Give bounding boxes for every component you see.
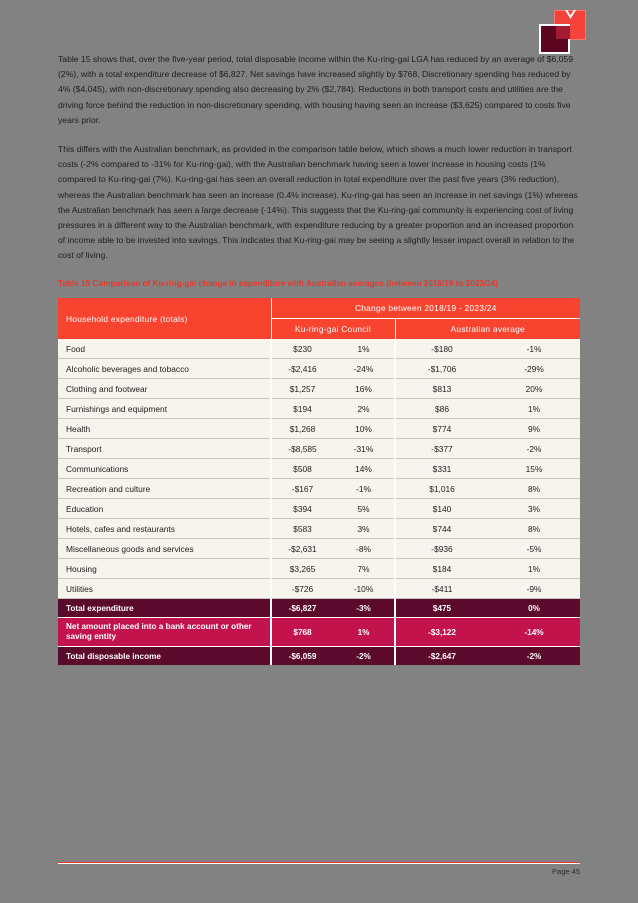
table-cell-aus-percent: 20% xyxy=(488,379,580,399)
table-cell-krg-amount: $1,257 xyxy=(271,379,333,399)
table-cell-krg-percent: -1% xyxy=(333,479,395,499)
table-cell-category: Furnishings and equipment xyxy=(58,399,271,419)
table-cell-category: Health xyxy=(58,419,271,439)
table-cell-aus-amount: $744 xyxy=(395,519,488,539)
table-cell-aus-percent: 9% xyxy=(488,419,580,439)
table-cell-aus-percent: 8% xyxy=(488,479,580,499)
table-row xyxy=(58,559,580,579)
table-row xyxy=(58,419,580,439)
table-cell-krg-percent: -24% xyxy=(333,359,395,379)
table-cell-krg-percent: 16% xyxy=(333,379,395,399)
table-row xyxy=(58,439,580,459)
table-cell-category: Recreation and culture xyxy=(58,479,271,499)
table-cell-aus-amount: $331 xyxy=(395,459,488,479)
table-body xyxy=(58,339,580,665)
table-cell-category: Utilities xyxy=(58,579,271,599)
table-cell-aus-percent: -1% xyxy=(488,339,580,359)
header-change-period: Change between 2018/19 - 2023/24 xyxy=(271,298,580,319)
table-cell-category: Food xyxy=(58,339,271,359)
table-summary-row xyxy=(58,599,580,618)
table-cell-krg-percent: 1% xyxy=(333,339,395,359)
table-cell-krg-amount: -$6,827 xyxy=(271,599,333,618)
logo-chevron-icon xyxy=(565,10,576,19)
table-cell-aus-amount: -$180 xyxy=(395,339,488,359)
table-cell-aus-amount: -$2,647 xyxy=(395,647,488,666)
table-caption: Table 15 Comparison of Ku-ring-gai change in expenditure with Australian averages (between 2018/19 to 2023/24) xyxy=(58,278,498,288)
table-cell-aus-amount: $86 xyxy=(395,399,488,419)
table-cell-aus-amount: -$411 xyxy=(395,579,488,599)
table-cell-krg-amount: $583 xyxy=(271,519,333,539)
table-header-row-group xyxy=(58,298,580,319)
table-cell-aus-percent: 1% xyxy=(488,399,580,419)
table-cell-krg-percent: 3% xyxy=(333,519,395,539)
page-content xyxy=(58,52,580,665)
table-cell-krg-amount: $768 xyxy=(271,618,333,647)
table-cell-category: Total expenditure xyxy=(58,599,271,618)
table-cell-krg-amount: -$8,585 xyxy=(271,439,333,459)
table-cell-krg-amount: $1,268 xyxy=(271,419,333,439)
table-header xyxy=(58,298,580,339)
table-cell-aus-amount: $813 xyxy=(395,379,488,399)
table-row xyxy=(58,359,580,379)
table-cell-aus-amount: -$1,706 xyxy=(395,359,488,379)
table-cell-aus-amount: -$936 xyxy=(395,539,488,559)
table-cell-aus-amount: -$377 xyxy=(395,439,488,459)
table-cell-category: Alcoholic beverages and tobacco xyxy=(58,359,271,379)
table-cell-aus-percent: -9% xyxy=(488,579,580,599)
table-cell-krg-amount: -$726 xyxy=(271,579,333,599)
table-cell-aus-percent: -5% xyxy=(488,539,580,559)
table-cell-aus-percent: 15% xyxy=(488,459,580,479)
header-australian-average: Australian average xyxy=(395,319,580,340)
page-number: Page 45 xyxy=(552,867,580,876)
table-row xyxy=(58,519,580,539)
table-cell-krg-amount: $194 xyxy=(271,399,333,419)
page-footer xyxy=(58,862,580,876)
table-cell-krg-percent: -10% xyxy=(333,579,395,599)
table-row xyxy=(58,379,580,399)
table-row xyxy=(58,479,580,499)
table-cell-krg-amount: -$6,059 xyxy=(271,647,333,666)
table-cell-aus-amount: $140 xyxy=(395,499,488,519)
table-cell-krg-amount: $394 xyxy=(271,499,333,519)
logo-overlap-square xyxy=(556,26,570,39)
table-cell-aus-percent: -2% xyxy=(488,439,580,459)
table-row xyxy=(58,459,580,479)
table-cell-aus-percent: -29% xyxy=(488,359,580,379)
table-cell-krg-amount: -$2,416 xyxy=(271,359,333,379)
table-cell-aus-percent: 1% xyxy=(488,559,580,579)
table-cell-krg-percent: -8% xyxy=(333,539,395,559)
table-row xyxy=(58,499,580,519)
table-summary-row xyxy=(58,647,580,666)
table-cell-krg-percent: 10% xyxy=(333,419,395,439)
table-cell-aus-percent: 3% xyxy=(488,499,580,519)
table-cell-krg-percent: 2% xyxy=(333,399,395,419)
table-cell-krg-amount: $3,265 xyxy=(271,559,333,579)
table-cell-krg-amount: -$2,631 xyxy=(271,539,333,559)
table-cell-krg-percent: 5% xyxy=(333,499,395,519)
table-cell-krg-percent: 1% xyxy=(333,618,395,647)
table-cell-category: Education xyxy=(58,499,271,519)
table-cell-krg-percent: 7% xyxy=(333,559,395,579)
footer-rule-white xyxy=(58,863,580,864)
table-row xyxy=(58,539,580,559)
table-cell-category: Net amount placed into a bank account or other saving entity xyxy=(58,618,271,647)
expenditure-comparison-table xyxy=(58,298,580,665)
table-cell-aus-amount: $1,016 xyxy=(395,479,488,499)
table-cell-category: Hotels, cafes and restaurants xyxy=(58,519,271,539)
table-cell-aus-amount: -$3,122 xyxy=(395,618,488,647)
table-cell-category: Clothing and footwear xyxy=(58,379,271,399)
table-cell-aus-percent: 0% xyxy=(488,599,580,618)
table-cell-aus-percent: 8% xyxy=(488,519,580,539)
table-row xyxy=(58,399,580,419)
header-ku-ring-gai-council: Ku-ring-gai Council xyxy=(271,319,395,340)
paragraph-summary: Table 15 shows that, over the five-year period, total disposable income within the Ku-ring-gai LGA has reduced by an average of $6,059 (2%), with a total expenditure decrease of $6,827. Net savings have increased slightly by $768. Discretionary spending has reduced by 4% ($4,045), with non-discretionary spending also decreasing by 2% ($2,784). Reductions in both transport costs and utilities are the driving force behind the reduction in non-discretionary spending, with housing having seen an increase ($3,625) compared to costs five years prior. xyxy=(58,54,573,125)
table-summary-row xyxy=(58,618,580,647)
table-cell-krg-percent: -3% xyxy=(333,599,395,618)
table-cell-krg-amount: $230 xyxy=(271,339,333,359)
header-household-expenditure: Household expenditure (totals) xyxy=(58,298,271,339)
table-row xyxy=(58,579,580,599)
table-cell-krg-amount: $508 xyxy=(271,459,333,479)
table-cell-category: Transport xyxy=(58,439,271,459)
table-cell-krg-percent: 14% xyxy=(333,459,395,479)
table-cell-aus-percent: -14% xyxy=(488,618,580,647)
table-cell-krg-percent: -2% xyxy=(333,647,395,666)
table-cell-category: Housing xyxy=(58,559,271,579)
table-cell-krg-amount: -$167 xyxy=(271,479,333,499)
paragraph-benchmark-comparison: This differs with the Australian benchmark, as provided in the comparison table below, which shows a much lower reduction in transport costs (-2% compared to -31% for Ku-ring-gai), with the Australian benchmark having seen a lower increase in housing costs (1% compared to Ku-ring-gai (7%). Ku-ring-gai has seen an overall reduction in total expenditure over the past five years (3% reduction), whereas the Australian benchmark has seen an increase (0.4% increase). Ku-ring-gai has seen an increase in net savings (1%) whereas the Australian benchmark has seen a large decrease (-14%). This suggests that the Ku-ring-gai community is experiencing cost of living pressures in a different way to the Australian benchmark, with expenditure reducing by a greater proportion and an increased proportion of income able to be invested into savings. This indicates that Ku-ring-gai may be seeing a slightly lesser impact overall in relation to the cost of living. xyxy=(58,144,578,261)
table-cell-category: Communications xyxy=(58,459,271,479)
table-cell-aus-amount: $184 xyxy=(395,559,488,579)
table-cell-category: Total disposable income xyxy=(58,647,271,666)
table-row xyxy=(58,339,580,359)
table-cell-aus-amount: $475 xyxy=(395,599,488,618)
table-cell-category: Miscellaneous goods and services xyxy=(58,539,271,559)
table-cell-aus-percent: -2% xyxy=(488,647,580,666)
table-cell-aus-amount: $774 xyxy=(395,419,488,439)
table-cell-krg-percent: -31% xyxy=(333,439,395,459)
